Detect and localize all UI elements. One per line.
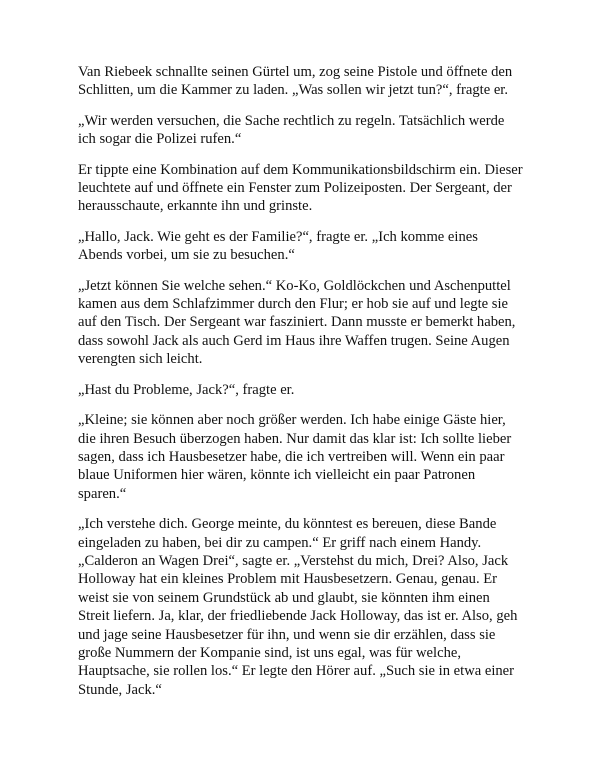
text-line: „Calderon an Wagen Drei“, sagte er. „Verstehst du mich, Drei? Also, Jack [78,552,509,569]
paragraph [78,277,528,369]
document-page [78,63,528,711]
text-line: Hauptsache, sie rollen los.“ Er legte den Hörer auf. „Such sie in etwa einer [78,663,515,680]
text-line: blaue Uniformen hier wären, könnte ich vielleicht ein paar Patronen [78,467,476,484]
text-line: große Nummern der Kompanie sind, ist uns egal, was für welche, [78,644,461,661]
text-line: „Kleine; sie können aber noch größer werden. Ich habe einige Gäste hier, [78,412,506,429]
paragraph [78,112,528,149]
text-line: Van Riebeek schnallte seinen Gürtel um, zog seine Pistole und öffnete den [78,64,513,80]
text-line: „Hallo, Jack. Wie geht es der Familie?“, fragte er. „Ich komme eines [78,228,478,245]
text-line: Er tippte eine Kombination auf dem Kommunikationsbildschirm ein. Dieser [78,161,523,178]
text-line: die ihren Besuch überzogen haben. Nur damit das klar ist: Ich sollte lieber [78,430,512,447]
text-line: Streit liefern. Ja, klar, der friedliebende Jack Holloway, das ist er. Also, geh [78,608,518,625]
paragraph [78,381,528,399]
text-line: Abends vorbei, um sie zu besuchen.“ [78,247,295,264]
paragraph [78,161,528,216]
text-line: kamen aus dem Schlafzimmer durch den Flur; er hob sie auf und legte sie [78,296,508,313]
text-line: und jage seine Hausbesetzer für ihn, und wenn sie dir erzählen, dass sie [78,626,496,643]
text-line: Schlitten, um die Kammer zu laden. „Was sollen wir jetzt tun?“, fragte er. [78,82,509,99]
paragraph [78,63,528,100]
text-line: „Wir werden versuchen, die Sache rechtlich zu regeln. Tatsächlich werde [78,112,505,129]
paragraph [78,228,528,265]
text-line: „Hast du Probleme, Jack?“, fragte er. [78,381,295,398]
text-line: dass sowohl Jack als auch Gerd im Haus ihre Waffen trugen. Seine Augen [78,332,510,349]
text-line: weist sie von seinem Grundstück ab und glaubt, sie könnten ihm einen [78,589,490,606]
text-line: eingeladen zu haben, bei dir zu campen.“ Er griff nach einem Handy. [78,534,482,551]
text-line: leuchtete auf und öffnete ein Fenster zum Polizeiposten. Der Sergeant, der [78,180,512,197]
text-line: sagen, dass ich Hausbesetzer habe, die ich vertreiben will. Wenn ein paar [78,448,505,465]
text-line: Stunde, Jack.“ [78,681,162,698]
text-line: auf den Tisch. Der Sergeant war fasziniert. Dann musste er bemerkt haben, [78,314,516,331]
paragraph [78,411,528,503]
text-line: ich sogar die Polizei rufen.“ [78,131,242,148]
paragraph [78,515,528,699]
text-line: Holloway hat ein kleines Problem mit Hausbesetzern. Genau, genau. Er [78,571,498,588]
text-line: „Ich verstehe dich. George meinte, du könntest es bereuen, diese Bande [78,516,497,533]
text-line: „Jetzt können Sie welche sehen.“ Ko-Ko, Goldlöckchen und Aschenputtel [78,277,511,294]
text-line: verengten sich leicht. [78,351,203,368]
text-line: herausschaute, erkannte ihn und grinste. [78,198,313,215]
text-line: sparen.“ [78,485,127,502]
